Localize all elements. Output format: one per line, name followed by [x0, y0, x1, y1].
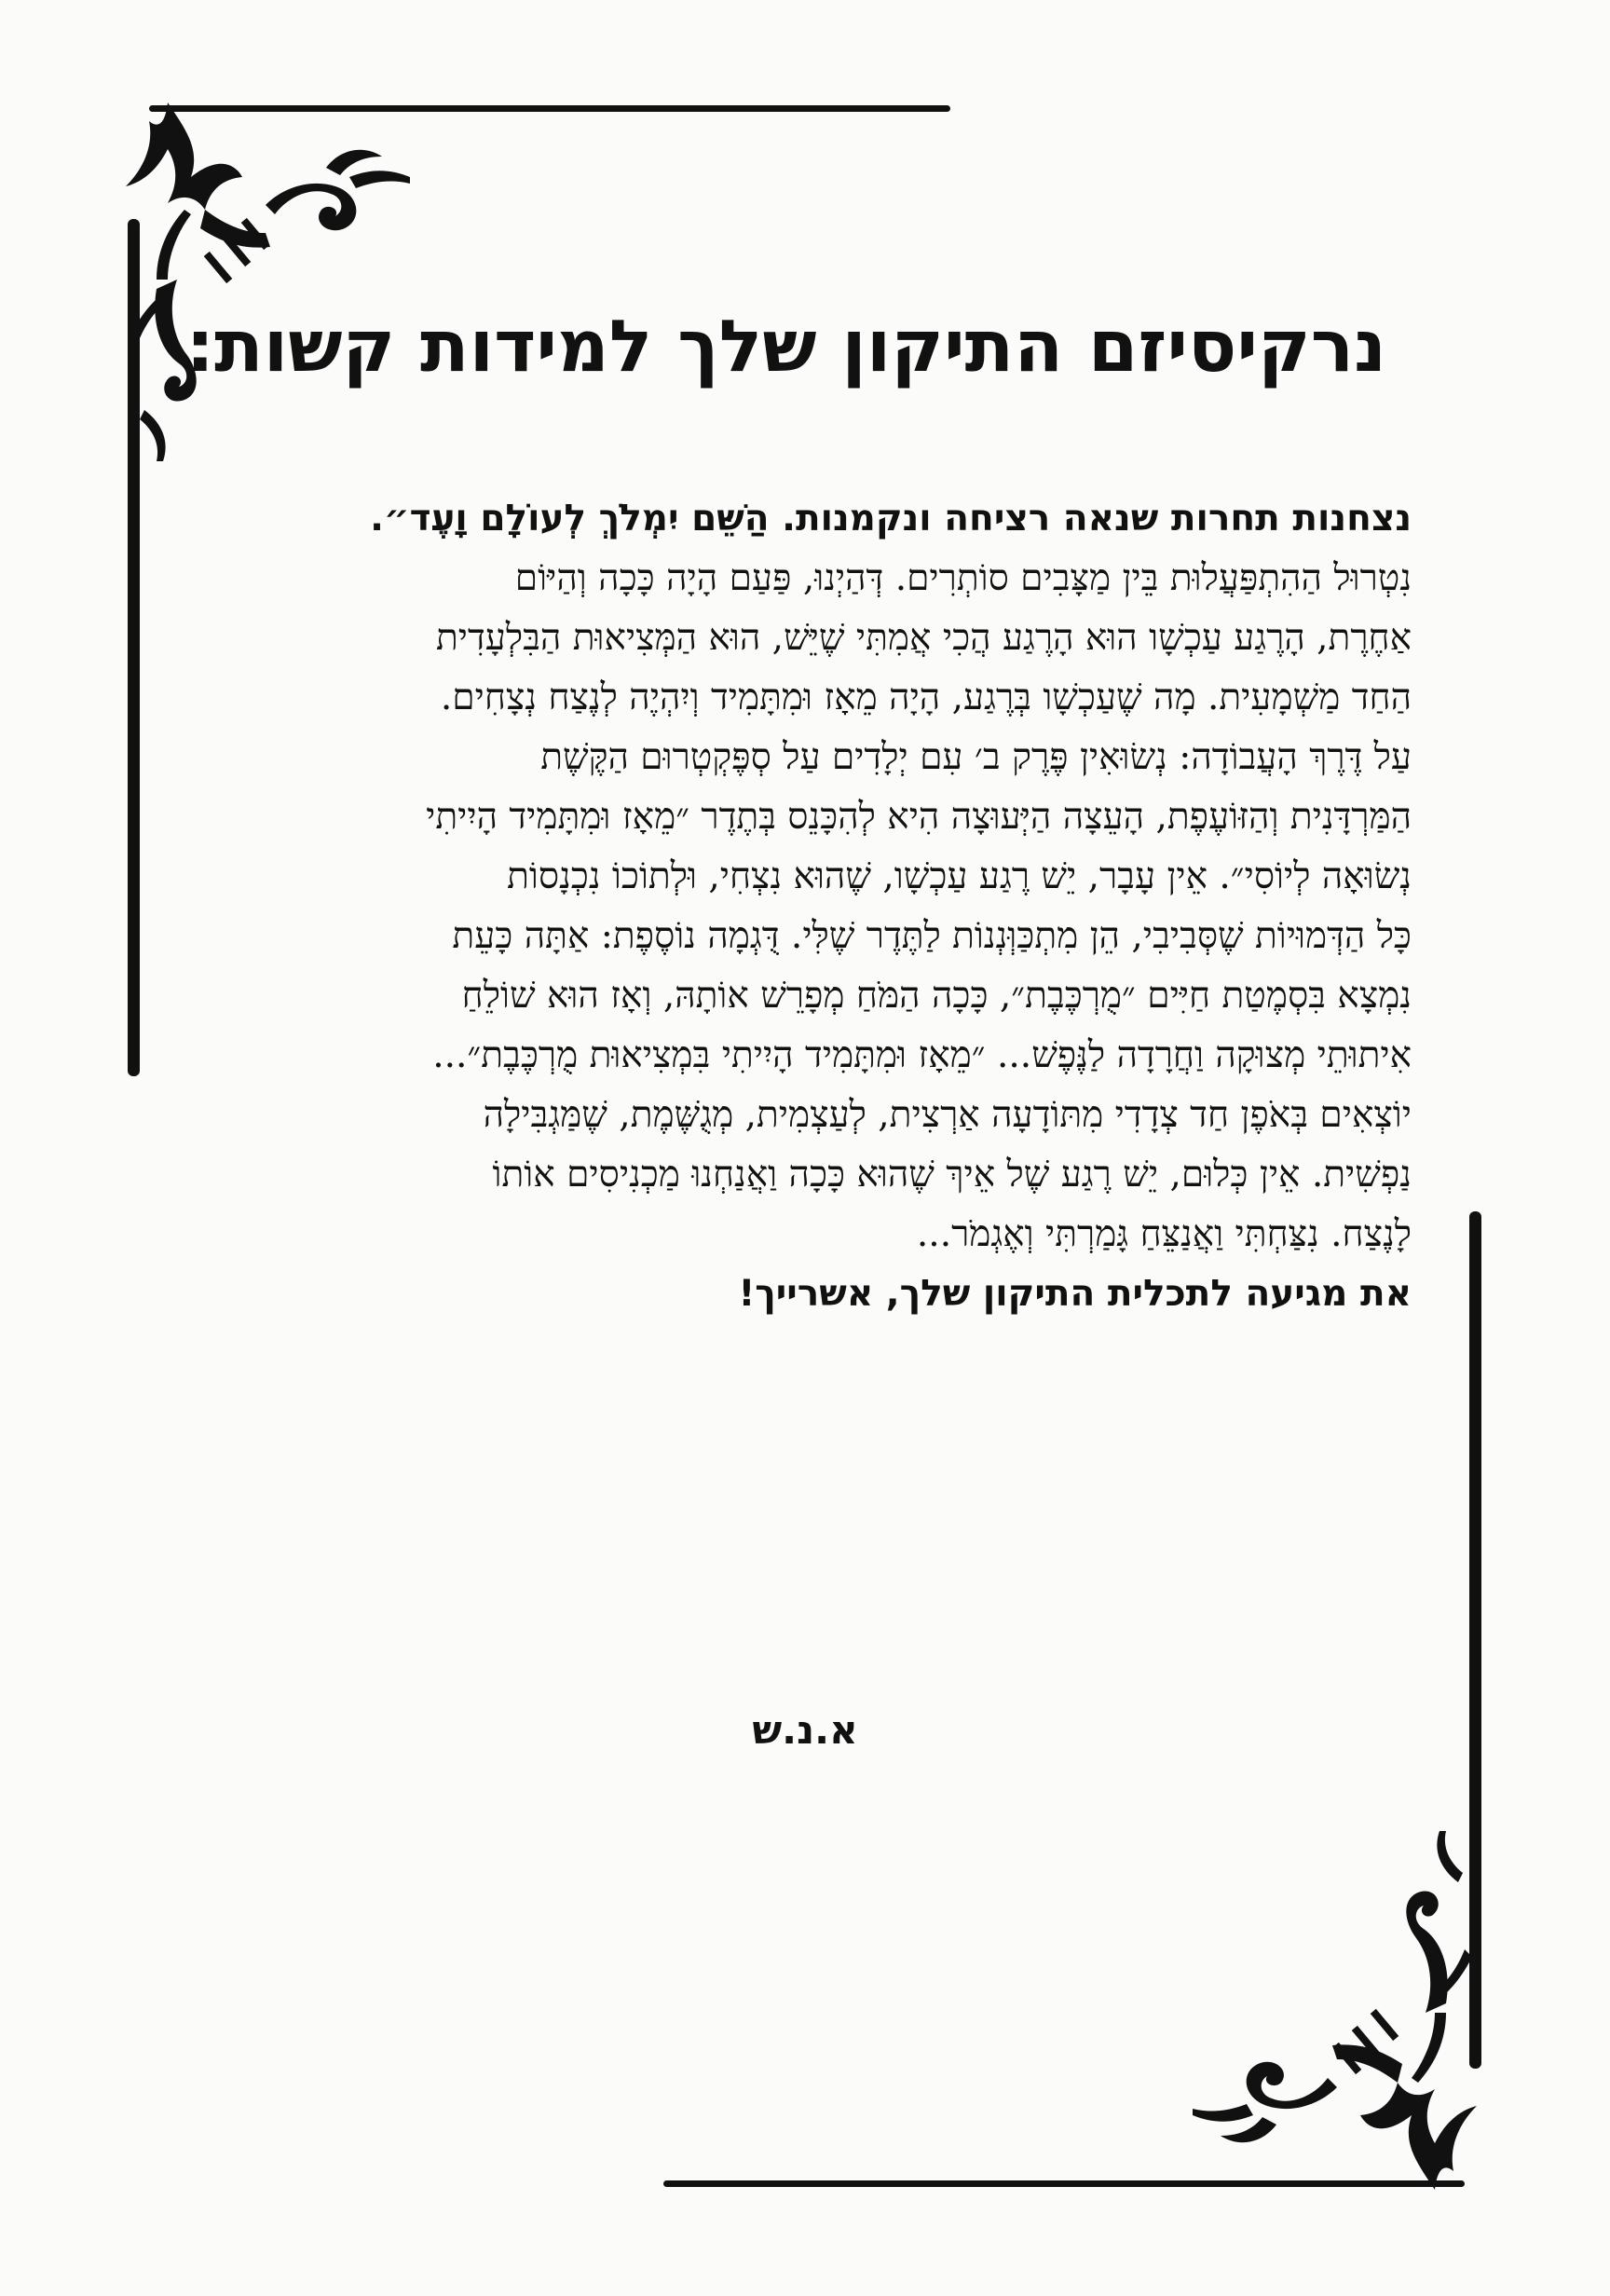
body-text — [200, 489, 1412, 1324]
closing-line: את מגיעה לתכלית התיקון שלך, אשרייך! — [738, 1273, 1412, 1315]
body-line: נצחנות תחרות שנאה רציחה ונקמנות. הַשֵּׁם יִמְלֹךְ לְעוֹלָם וָעֶד״. — [370, 498, 1412, 540]
body-line: אַחֶרֶת, הָרֶגַע עַכְשָׁו הוּא הָרֶגַע הֲכִי אֲמִתִּי שֶׁיֵּשׁ, הוּא הַמְּצִיאוּת הַבִּלְעָדִית — [435, 617, 1412, 659]
body-line: נַפְשִׁית. אֵין כְּלוּם, יֵשׁ רֶגַע שֶׁל אֵיךְ שֶׁהוּא כָּכָה וַאֲנַחְנוּ מַכְנִיסִים אוֹתוֹ — [492, 1154, 1412, 1196]
body-line: עַל דֶּרֶךְ הָעֲבוֹדָה: נְשׂוּאִין פֶּרֶק ב׳ עִם יְלָדִים עַל סְפֶּקְטְרוּם הַקֶּשֶׁת — [540, 736, 1412, 778]
body-line: נְשׂוּאָה לְיוֹסִי״. אֵין עָבָר, יֵשׁ רֶגַע עַכְשָׁו, שֶׁהוּא נִצְחִי, וּלְתוֹכוֹ נִכְנָסוֹת — [507, 855, 1412, 897]
body-line: הַמַּרְדָּנִית וְהַזּוֹעֶפֶת, הָעֵצָה הַיְּעוּצָה הִיא לְהִכָּנֵס בְּתֶדֶר ״מֵאָז וּמִתָּמִיד הָיִיתִי — [426, 796, 1412, 838]
body-line: יוֹצְאִים בְּאֹפֶן חַד צְדָדִי מִתּוֹדָעָה אַרְצִית, לְעַצְמִית, מְגֻשֶּׁמֶת, שֶׁמַּגְבִּילָה — [483, 1094, 1412, 1136]
body-line: נִטְרוּל הַהִתְפַּעֲלוּת בֵּין מַצָּבִים סוֹתְרִים. דְּהַיְנוּ, פַּעַם הָיָה כָּכָה וְהַיּוֹם — [514, 557, 1412, 599]
body-line: אִיתוּתֵי מְצוּקָה וַחֲרָדָה לַנֶּפֶשׁ... ״מֵאָז וּמִתָּמִיד הָיִיתִי בִּמְצִיאוּת מֻרְכֶּבֶת״... — [432, 1034, 1412, 1076]
body-line: נִמְצָא בִּסְמֶטַת חַיִּים ״מֻרְכֶּבֶת״, כָּכָה הַמֹּחַ מְפָרֵשׁ אוֹתָהּ, וְאָז הוּא שׁוֹלֵחַ — [461, 975, 1412, 1017]
body-line: לָנֶצַח. נִצַּחְתִּי וַאֲנַצֵּחַ גָּמַרְתִּי וְאֶגְמֹר... — [916, 1213, 1412, 1255]
signature: א.נ.ש — [752, 1707, 858, 1753]
body-line: הַחַד מַשְׁמָעִית. מָה שֶׁעַכְשָׁו בְּרֶגַע, הָיָה מֵאָז וּמִתָּמִיד וְיִהְיֶה לְנֶצַח נְצָחִים. — [440, 676, 1412, 718]
corner-ornament-bottom-right — [1183, 1826, 1491, 2199]
body-line: כָּל הַדְּמוּיוֹת שֶׁסְּבִיבִי, הֵן מִתְכַּוְּנְנוֹת לַתֶּדֶר שֶׁלִּי. דֻּגְמָה נוֹסֶפֶת: אַתָּה כָּעֵת — [452, 915, 1412, 957]
corner-ornament-top-left — [112, 93, 419, 466]
page-title: נרקיסיזם התיקון שלך למידות קשות: — [185, 306, 1386, 389]
